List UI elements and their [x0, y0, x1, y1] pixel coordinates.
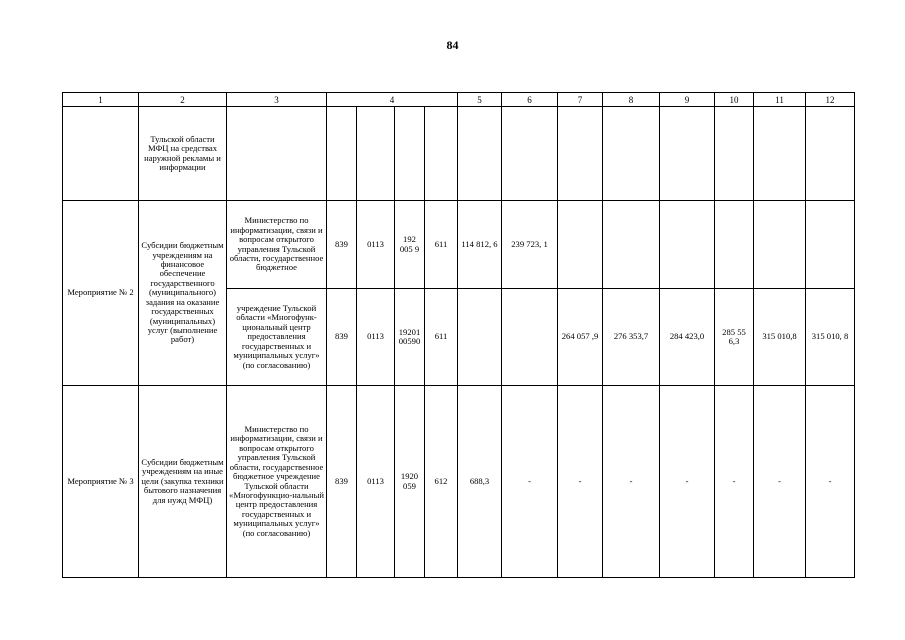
code-grbs: 839	[327, 289, 357, 386]
responsible-executor: Министерство по информатизации, связи и вопросам открытого управления Тульской области, государственное бюджетное	[227, 201, 327, 289]
cell-empty	[502, 107, 558, 201]
cell-empty	[806, 107, 855, 201]
header-cell-8: 8	[603, 93, 660, 107]
header-cell-4: 4	[327, 93, 458, 107]
value-col-8: -	[603, 386, 660, 578]
value-col-9	[660, 201, 715, 289]
header-cell-1: 1	[63, 93, 139, 107]
cell-empty	[425, 107, 458, 201]
cell-empty	[558, 107, 603, 201]
table-row	[63, 386, 855, 578]
responsible-executor: Министерство по информатизации, связи и вопросам открытого управления Тульской области, государственное бюджетное учреждение Тульской области «Многофункцио-нальный центр предоставления государственных и муниципальных услуг» (по согласованию)	[227, 386, 327, 578]
value-col-5: 114 812, 6	[458, 201, 502, 289]
value-col-12: -	[806, 386, 855, 578]
measure-2-description: Субсидии бюджетным учреждениям на финансовое обеспечение государственного (муниципального) задания на оказание государственных (муниципальных) услуг (выполнение работ)	[139, 201, 227, 386]
continued-description: Тульской области МФЦ на средствах наружной рекламы и информации	[139, 107, 227, 201]
cell-empty	[458, 107, 502, 201]
measure-2-label: Мероприятие № 2	[63, 201, 139, 386]
header-cell-12: 12	[806, 93, 855, 107]
code-expense-type: 612	[425, 386, 458, 578]
value-col-7: -	[558, 386, 603, 578]
value-col-10: -	[715, 386, 754, 578]
header-cell-3: 3	[227, 93, 327, 107]
cell-empty	[357, 107, 395, 201]
code-grbs: 839	[327, 201, 357, 289]
table-row	[63, 201, 855, 289]
page-number: 84	[446, 38, 459, 52]
header-cell-7: 7	[558, 93, 603, 107]
code-target: 19201 00590	[395, 289, 425, 386]
value-col-9: 284 423,0	[660, 289, 715, 386]
value-col-8: 276 353,7	[603, 289, 660, 386]
value-col-7	[558, 201, 603, 289]
cell-empty	[63, 107, 139, 201]
value-col-5: 688,3	[458, 386, 502, 578]
code-target: 192 005 9	[395, 201, 425, 289]
cell-empty	[395, 107, 425, 201]
header-cell-11: 11	[754, 93, 806, 107]
value-col-12	[806, 201, 855, 289]
value-col-9: -	[660, 386, 715, 578]
value-col-11: 315 010,8	[754, 289, 806, 386]
header-cell-2: 2	[139, 93, 227, 107]
value-col-10	[715, 201, 754, 289]
value-col-10: 285 55 6,3	[715, 289, 754, 386]
code-section: 0113	[357, 201, 395, 289]
header-cell-5: 5	[458, 93, 502, 107]
value-col-7: 264 057 ,9	[558, 289, 603, 386]
cell-empty	[715, 107, 754, 201]
value-col-11: -	[754, 386, 806, 578]
header-cell-9: 9	[660, 93, 715, 107]
value-col-6	[502, 289, 558, 386]
value-col-5	[458, 289, 502, 386]
table-row	[63, 107, 855, 201]
code-expense-type: 611	[425, 201, 458, 289]
code-section: 0113	[357, 386, 395, 578]
value-col-6: -	[502, 386, 558, 578]
cell-empty	[327, 107, 357, 201]
value-col-12: 315 010, 8	[806, 289, 855, 386]
header-cell-6: 6	[502, 93, 558, 107]
responsible-executor: учреждение Тульской области «Многофунк-циональный центр предоставления государственных и муниципальных услуг» (по согласованию)	[227, 289, 327, 386]
code-target: 1920 059	[395, 386, 425, 578]
cell-empty	[603, 107, 660, 201]
header-row	[63, 93, 855, 107]
value-col-6: 239 723, 1	[502, 201, 558, 289]
code-grbs: 839	[327, 386, 357, 578]
value-col-8	[603, 201, 660, 289]
header-cell-10: 10	[715, 93, 754, 107]
measure-3-description: Субсидии бюджетным учреждениям на иные цели (закупка техники бытового назначения для нужд МФЦ)	[139, 386, 227, 578]
program-table	[62, 92, 855, 578]
cell-empty	[754, 107, 806, 201]
value-col-11	[754, 201, 806, 289]
code-expense-type: 611	[425, 289, 458, 386]
measure-3-label: Мероприятие № 3	[63, 386, 139, 578]
cell-empty	[227, 107, 327, 201]
cell-empty	[660, 107, 715, 201]
code-section: 0113	[357, 289, 395, 386]
